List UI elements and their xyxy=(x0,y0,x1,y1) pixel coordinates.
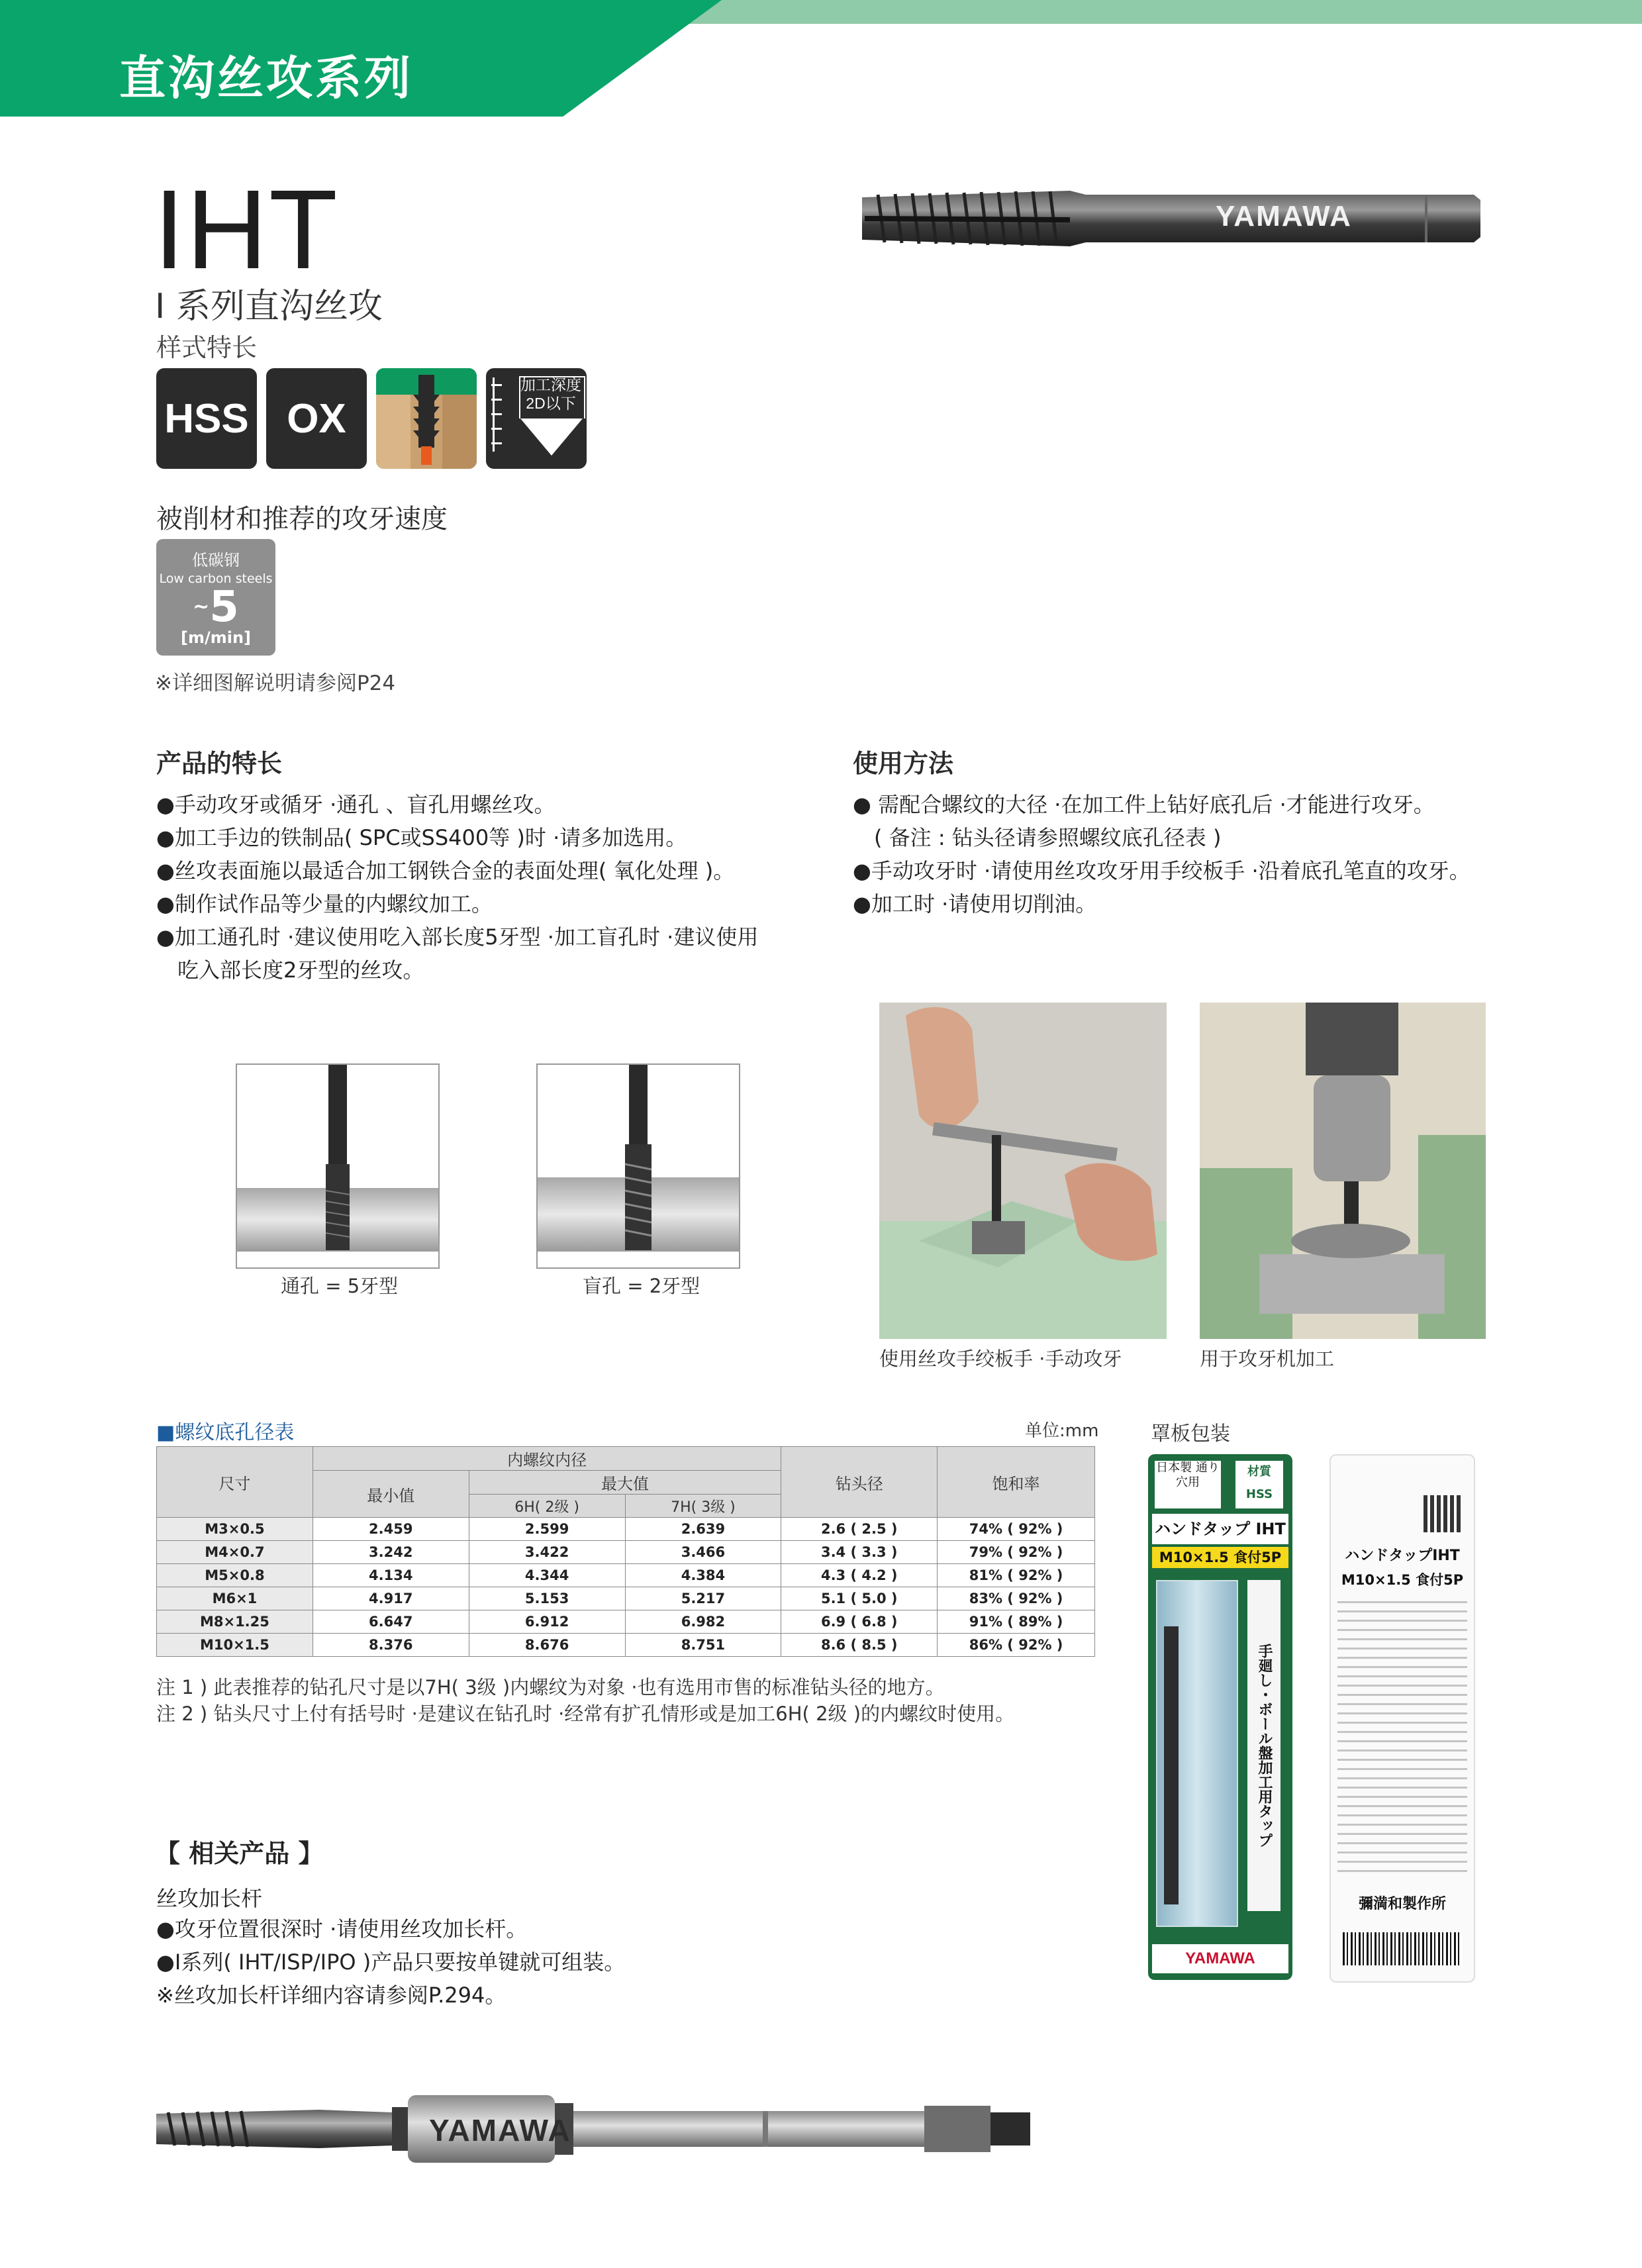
cell-6h: 3.422 xyxy=(469,1541,625,1564)
related-subheading: 丝攻加长杆 xyxy=(156,1886,263,1911)
speed-box xyxy=(156,539,275,656)
header-6h: 6H( 2级 ) xyxy=(469,1495,625,1518)
cell-drill: 5.1 ( 5.0 ) xyxy=(781,1587,938,1610)
cell-saturation: 79% ( 92% ) xyxy=(938,1541,1095,1564)
package-back-name: ハンドタップIHT xyxy=(1345,1548,1460,1564)
list-item: 吃入部长度2牙型的丝攻。 xyxy=(156,958,424,983)
qr-code-icon xyxy=(1424,1495,1461,1532)
cell-saturation: 86% ( 92% ) xyxy=(938,1634,1095,1657)
speed-unit: [m/min] xyxy=(180,628,252,647)
list-item: ※丝攻加长杆详细内容请参阅P.294。 xyxy=(156,1983,507,2008)
list-item: ●攻牙位置很深时 ·请使用丝攻加长杆。 xyxy=(156,1916,528,1942)
tapping-machine-caption: 用于攻牙机加工 xyxy=(1200,1348,1335,1370)
cell-7h: 5.217 xyxy=(625,1587,781,1610)
tap-extension-image xyxy=(154,2086,1034,2172)
header-max: 最大值 xyxy=(469,1471,781,1495)
related-list xyxy=(156,1912,625,2012)
table-row xyxy=(157,1541,1095,1564)
hand-tapping-caption: 使用丝攻手绞板手 ·手动攻牙 xyxy=(879,1348,1122,1370)
blind-hole-caption: 盲孔 = 2牙型 xyxy=(583,1275,700,1297)
tap-section-icon xyxy=(376,368,477,469)
depth-badge-value: 2D以下 xyxy=(526,395,576,412)
usage-list xyxy=(853,788,1471,920)
table-row xyxy=(157,1518,1095,1541)
extension-brand-label: YAMAWA xyxy=(429,2113,571,2147)
header-7h: 7H( 3级 ) xyxy=(625,1495,781,1518)
table-unit: 单位:mm xyxy=(1025,1421,1099,1441)
ox-badge: OX xyxy=(266,368,367,469)
cell-7h: 8.751 xyxy=(625,1634,781,1657)
cell-6h: 5.153 xyxy=(469,1587,625,1610)
features-heading: 产品的特长 xyxy=(156,749,283,778)
header-inner-diameter: 内螺纹内径 xyxy=(313,1447,781,1471)
header-min: 最小值 xyxy=(313,1471,469,1518)
through-hole-image xyxy=(236,1063,440,1269)
cell-6h: 6.912 xyxy=(469,1610,625,1634)
cell-7h: 6.982 xyxy=(625,1610,781,1634)
list-item: ●手动攻牙或循牙 ·通孔 、盲孔用螺丝攻。 xyxy=(156,792,555,817)
cell-size: M6×1 xyxy=(157,1587,313,1610)
table-row xyxy=(157,1564,1095,1587)
hss-badge: HSS xyxy=(156,368,257,469)
package-spec: M10×1.5 食付5P xyxy=(1152,1547,1288,1568)
table-row xyxy=(157,1587,1095,1610)
package-tag: 日本製 通り穴用 xyxy=(1155,1461,1221,1508)
list-item: ● 需配合螺纹的大径 ·在加工件上钻好底孔后 ·才能进行攻牙。 xyxy=(853,792,1435,817)
tapping-machine-photo xyxy=(1200,1003,1486,1339)
cell-7h: 3.466 xyxy=(625,1541,781,1564)
cell-6h: 2.599 xyxy=(469,1518,625,1541)
cell-drill: 6.9 ( 6.8 ) xyxy=(781,1610,938,1634)
cell-size: M8×1.25 xyxy=(157,1610,313,1634)
cell-min: 8.376 xyxy=(313,1634,469,1657)
cell-min: 6.647 xyxy=(313,1610,469,1634)
barcode-icon xyxy=(1343,1932,1462,1965)
speed-value: 5 xyxy=(209,583,239,632)
cell-7h: 4.384 xyxy=(625,1564,781,1587)
cell-saturation: 74% ( 92% ) xyxy=(938,1518,1095,1541)
package-back-spec: M10×1.5 食付5P xyxy=(1341,1572,1464,1588)
usage-heading: 使用方法 xyxy=(853,749,954,778)
model-subtitle: I 系列直沟丝攻 xyxy=(155,287,383,326)
table-row xyxy=(157,1610,1095,1634)
header-drill: 钻头径 xyxy=(781,1447,938,1518)
header-size: 尺寸 xyxy=(157,1447,313,1518)
list-item: ●丝攻表面施以最适合加工钢铁合金的表面处理( 氧化处理 )。 xyxy=(156,858,735,883)
cell-min: 4.134 xyxy=(313,1564,469,1587)
depth-badge xyxy=(486,368,587,469)
down-arrow-icon xyxy=(519,419,584,457)
package-brand: YAMAWA xyxy=(1152,1944,1288,1973)
table-note-2: 注 2 ) 钻头尺寸上付有括号时 ·是建议在钻孔时 ·经常有扩孔情形或是加工6H( 2级 )的内螺纹时使用。 xyxy=(156,1702,1015,1725)
material-cn: 低碳钢 xyxy=(192,551,240,569)
features-list xyxy=(156,788,758,987)
package-heading: 罩板包装 xyxy=(1151,1422,1230,1446)
package-front xyxy=(1148,1454,1292,1980)
list-item: ●I系列( IHT/ISP/IPO )产品只要按单键就可组装。 xyxy=(156,1949,626,1975)
style-label: 样式特长 xyxy=(156,333,258,362)
table-row xyxy=(157,1634,1095,1657)
list-item: ●加工通孔时 ·建议使用吃入部长度5牙型 ·加工盲孔时 ·建议使用 xyxy=(156,924,759,950)
tap-product-image xyxy=(858,185,1483,252)
package-material: 材質 HSS xyxy=(1235,1461,1283,1508)
material-en: Low carbon steels xyxy=(159,571,273,586)
table-note-1: 注 1 ) 此表推荐的钻孔尺寸是以7H( 3级 )内螺纹为对象 ·也有选用市售的标准钻头径的地方。 xyxy=(156,1676,945,1699)
list-item: ( 备注 : 钻头径请参照螺纹底孔径表 ) xyxy=(853,825,1222,850)
model-name: IHT xyxy=(154,167,339,293)
package-back xyxy=(1329,1454,1475,1983)
blind-hole-image xyxy=(536,1063,740,1269)
cell-6h: 8.676 xyxy=(469,1634,625,1657)
through-hole-caption: 通孔 = 5牙型 xyxy=(281,1275,399,1297)
package-maker: 彌満和製作所 xyxy=(1358,1896,1446,1912)
related-heading: 【 相关产品 】 xyxy=(155,1839,324,1868)
hand-tapping-photo xyxy=(879,1003,1167,1339)
drill-size-table xyxy=(156,1446,1095,1657)
list-item: ●制作试作品等少量的内螺纹加工。 xyxy=(156,891,493,916)
cell-saturation: 81% ( 92% ) xyxy=(938,1564,1095,1587)
cell-drill: 2.6 ( 2.5 ) xyxy=(781,1518,938,1541)
cell-drill: 3.4 ( 3.3 ) xyxy=(781,1541,938,1564)
cell-min: 2.459 xyxy=(313,1518,469,1541)
depth-badge-label: 加工深度 xyxy=(520,376,581,393)
speed-note: ※详细图解说明请参阅P24 xyxy=(155,671,396,695)
list-item: ●手动攻牙时 ·请使用丝攻攻牙用手绞板手 ·沿着底孔笔直的攻牙。 xyxy=(853,858,1471,883)
list-item: ●加工时 ·请使用切削油。 xyxy=(853,891,1097,916)
list-item: ●加工手边的铁制品( SPC或SS400等 )时 ·请多加选用。 xyxy=(156,825,687,850)
cell-drill: 4.3 ( 4.2 ) xyxy=(781,1564,938,1587)
package-vertical-label: 手廻し・ボール盤加工用タップ xyxy=(1247,1580,1280,1911)
cell-drill: 8.6 ( 8.5 ) xyxy=(781,1634,938,1657)
cell-size: M5×0.8 xyxy=(157,1564,313,1587)
cell-size: M10×1.5 xyxy=(157,1634,313,1657)
speed-heading: 被削材和推荐的攻牙速度 xyxy=(156,504,448,534)
cell-size: M4×0.7 xyxy=(157,1541,313,1564)
speed-prefix: ~ xyxy=(193,595,210,618)
header-saturation: 饱和率 xyxy=(938,1447,1095,1518)
tap-brand-label: YAMAWA xyxy=(1216,200,1352,232)
cell-7h: 2.639 xyxy=(625,1518,781,1541)
cell-saturation: 91% ( 89% ) xyxy=(938,1610,1095,1634)
package-name: ハンドタップ IHT xyxy=(1152,1514,1288,1544)
cell-saturation: 83% ( 92% ) xyxy=(938,1587,1095,1610)
cell-min: 3.242 xyxy=(313,1541,469,1564)
table-title: ■螺纹底孔径表 xyxy=(156,1421,295,1444)
cell-6h: 4.344 xyxy=(469,1564,625,1587)
cell-size: M3×0.5 xyxy=(157,1518,313,1541)
page-title: 直沟丝攻系列 xyxy=(119,51,413,105)
cell-min: 4.917 xyxy=(313,1587,469,1610)
